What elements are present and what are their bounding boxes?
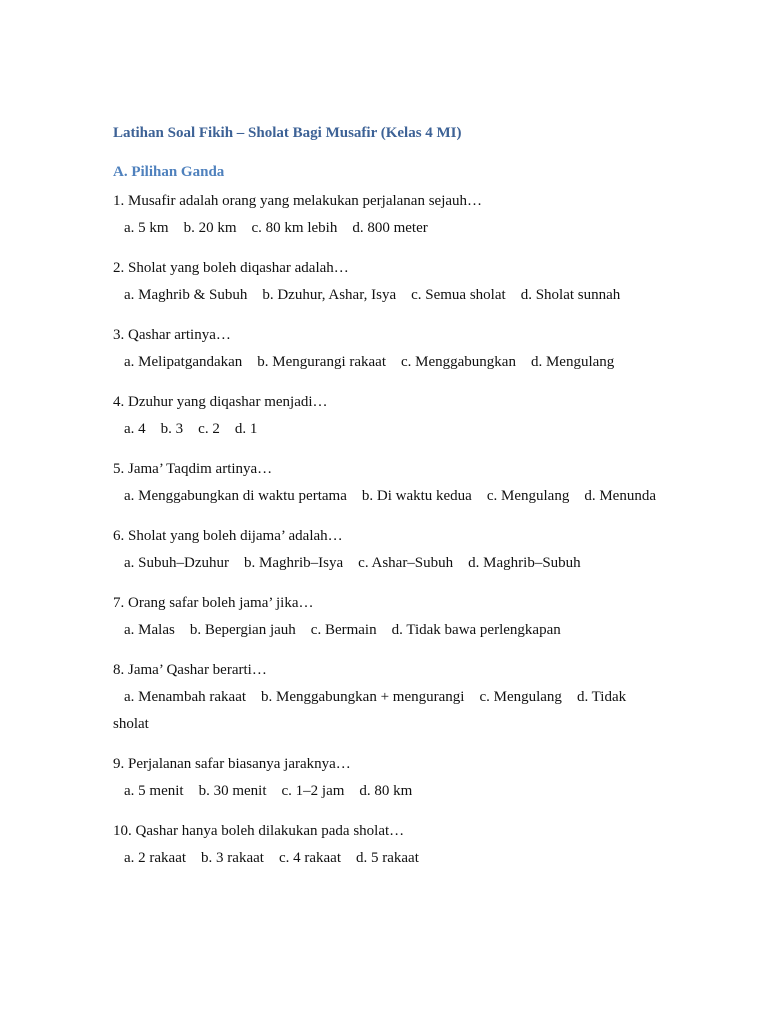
option-list	[113, 845, 658, 872]
option-b: b. 30 menit	[198, 783, 267, 799]
option-c: c. 80 km lebih	[251, 220, 338, 236]
option-c: c. Bermain	[310, 622, 377, 638]
option-b: b. Di waktu kedua	[361, 488, 472, 504]
option-d: d. Mengulang	[530, 354, 615, 370]
question-text: 8. Jama’ Qashar berarti…	[113, 662, 267, 678]
option-list	[113, 215, 658, 242]
question-text: 5. Jama’ Taqdim artinya…	[113, 461, 273, 477]
section-heading: A. Pilihan Ganda	[113, 164, 225, 180]
question-text: 7. Orang safar boleh jama’ jika…	[113, 595, 314, 611]
option-b: b. 3	[160, 421, 184, 437]
option-a: a. Subuh–Dzuhur	[124, 555, 229, 571]
document-title: Latihan Soal Fikih – Sholat Bagi Musafir (Kelas 4 MI)	[113, 125, 462, 141]
question-text: 9. Perjalanan safar biasanya jaraknya…	[113, 756, 351, 772]
question-5	[113, 456, 658, 510]
option-a: a. 5 menit	[124, 783, 184, 799]
option-d: d. 800 meter	[352, 220, 428, 236]
option-a: a. Melipatgandakan	[124, 354, 243, 370]
question-10	[113, 818, 658, 872]
question-text: 2. Sholat yang boleh diqashar adalah…	[113, 260, 349, 276]
option-b: b. Menggabungkan + mengurangi	[261, 689, 465, 705]
question-4	[113, 389, 658, 443]
option-c: c. 4 rakaat	[278, 850, 341, 866]
option-list	[113, 617, 658, 644]
option-b: b. Bepergian jauh	[189, 622, 296, 638]
option-a: a. 4	[124, 421, 146, 437]
option-a: a. Maghrib & Subuh	[124, 287, 248, 303]
option-d: d. Tidak sholat	[113, 689, 627, 732]
question-text: 4. Dzuhur yang diqashar menjadi…	[113, 394, 328, 410]
option-a: a. 5 km	[124, 220, 169, 236]
option-d: d. Maghrib–Subuh	[468, 555, 581, 571]
option-d: d. 80 km	[359, 783, 413, 799]
option-c: c. Mengulang	[479, 689, 562, 705]
option-list	[113, 483, 658, 510]
option-d: d. Sholat sunnah	[520, 287, 621, 303]
option-a: a. Malas	[124, 622, 175, 638]
option-b: b. 20 km	[183, 220, 237, 236]
question-text: 1. Musafir adalah orang yang melakukan perjalanan sejauh…	[113, 193, 483, 209]
question-1	[113, 188, 658, 242]
document-page	[113, 122, 658, 885]
question-7	[113, 590, 658, 644]
option-b: b. Dzuhur, Ashar, Isya	[262, 287, 397, 303]
option-list	[113, 550, 658, 577]
option-c: c. 2	[198, 421, 220, 437]
option-d: d. 1	[234, 421, 258, 437]
option-list	[113, 778, 658, 805]
option-c: c. 1–2 jam	[281, 783, 345, 799]
option-list	[113, 416, 658, 443]
option-b: b. Mengurangi rakaat	[257, 354, 386, 370]
option-list	[113, 684, 658, 738]
question-8	[113, 657, 658, 738]
option-a: a. Menggabungkan di waktu pertama	[124, 488, 347, 504]
option-c: c. Ashar–Subuh	[358, 555, 454, 571]
option-d: d. Tidak bawa perlengkapan	[391, 622, 561, 638]
option-b: b. Maghrib–Isya	[244, 555, 344, 571]
question-9	[113, 751, 658, 805]
option-d: d. Menunda	[584, 488, 656, 504]
option-c: c. Menggabungkan	[401, 354, 516, 370]
option-c: c. Semua sholat	[411, 287, 506, 303]
option-list	[113, 282, 658, 309]
question-text: 6. Sholat yang boleh dijama’ adalah…	[113, 528, 343, 544]
option-a: a. 2 rakaat	[124, 850, 187, 866]
question-6	[113, 523, 658, 577]
question-2	[113, 255, 658, 309]
option-a: a. Menambah rakaat	[124, 689, 247, 705]
option-d: d. 5 rakaat	[355, 850, 419, 866]
option-c: c. Mengulang	[486, 488, 570, 504]
question-3	[113, 322, 658, 376]
option-list	[113, 349, 658, 376]
option-b: b. 3 rakaat	[201, 850, 264, 866]
question-text: 3. Qashar artinya…	[113, 327, 231, 343]
question-text: 10. Qashar hanya boleh dilakukan pada sholat…	[113, 823, 405, 839]
